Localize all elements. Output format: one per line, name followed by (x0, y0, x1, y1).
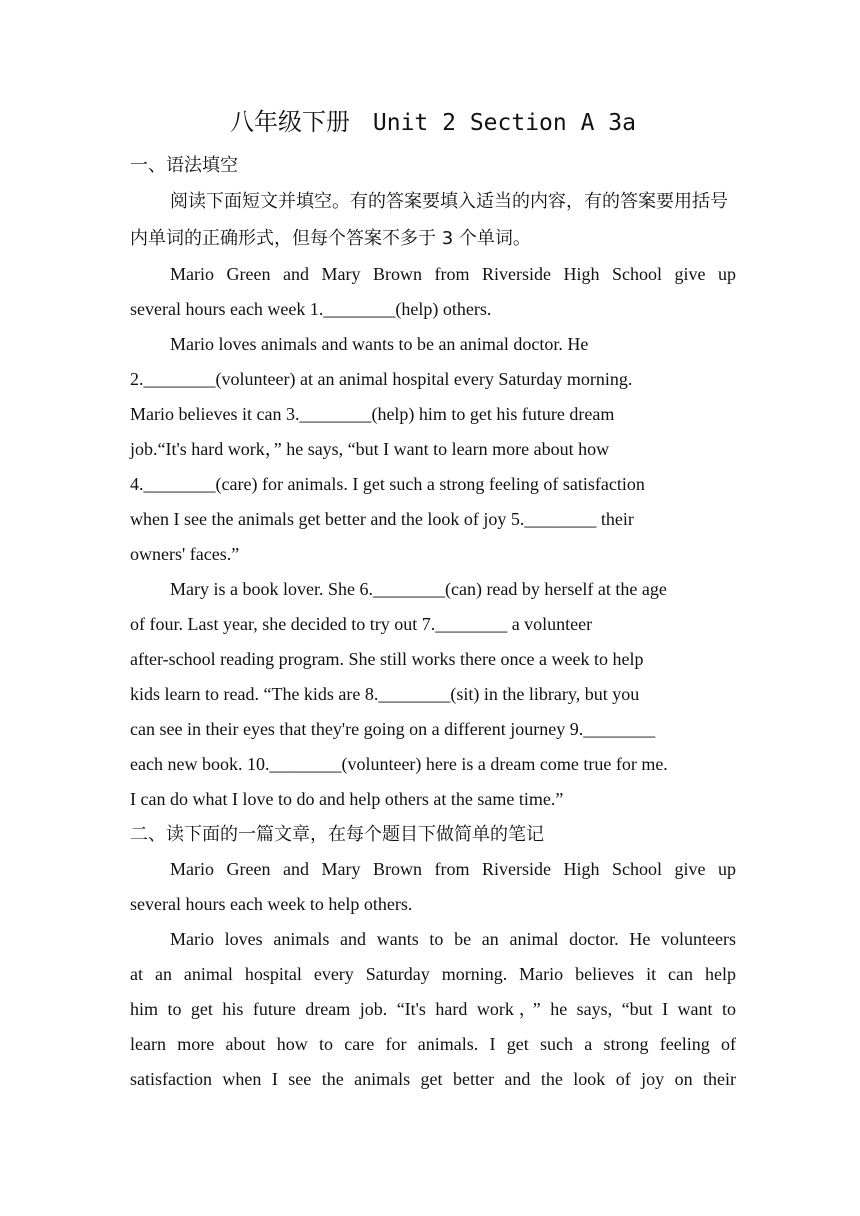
passage-2-line: Mario Green and Mary Brown from Riverside High School give up (170, 859, 736, 879)
document-page (130, 100, 736, 1097)
passage-1-line: job.“It's hard work，” he says, “but I want to learn more about how (130, 439, 610, 459)
passage-2-line: satisfaction when I see the animals get better and the look of joy on their (130, 1069, 736, 1089)
passage-1-line: can see in their eyes that they're going on a different journey 9.________ (130, 719, 656, 739)
passage-1-line: several hours each week 1.________(help) others. (130, 299, 492, 319)
section-2-heading: 二、读下面的一篇文章，在每个题目下做简单的笔记 (130, 824, 544, 845)
passage-1-line: Mario believes it can 3.________(help) him to get his future dream (130, 404, 615, 424)
passage-1-line: kids learn to read. “The kids are 8.________(sit) in the library, but you (130, 684, 640, 704)
passage-2-line: several hours each week to help others. (130, 894, 413, 914)
passage-2-line: him to get his future dream job. “It's hard work，” he says, “but I want to (130, 999, 736, 1019)
passage-1-line: Mario Green and Mary Brown from Riverside High School give up (170, 264, 736, 284)
passage-2-line: at an animal hospital every Saturday morning. Mario believes it can help (130, 964, 736, 984)
section-1-instructions: 阅读下面短文并填空。有的答案要填入适当的内容，有的答案要用括号内单词的正确形式，但每个答案不多于 3 个单词。 (130, 191, 728, 249)
page-title (130, 100, 736, 144)
title-chinese: 八年级下册 (230, 108, 350, 136)
passage-1-line: after-school reading program. She still works there once a week to help (130, 649, 644, 669)
passage-1-line: Mary is a book lover. She 6.________(can) read by herself at the age (170, 579, 667, 599)
passage-1-line: 4.________(care) for animals. I get such a strong feeling of satisfaction (130, 474, 645, 494)
passage-1-line: 2.________(volunteer) at an animal hospital every Saturday morning. (130, 369, 633, 389)
passage-2-line: learn more about how to care for animals. I get such a strong feeling of (130, 1034, 736, 1054)
passage-2-line: Mario loves animals and wants to be an animal doctor. He volunteers (170, 929, 736, 949)
passage-1-line: each new book. 10.________(volunteer) here is a dream come true for me. (130, 754, 668, 774)
section-1-heading: 一、语法填空 (130, 155, 238, 176)
passage-1-line: Mario loves animals and wants to be an animal doctor. He (170, 334, 589, 354)
passage-1-line: I can do what I love to do and help others at the same time.” (130, 789, 564, 809)
passage-1-line: owners' faces.” (130, 544, 240, 564)
passage-1-line: when I see the animals get better and the look of joy 5.________ their (130, 509, 634, 529)
title-english: Unit 2 Section A 3a (372, 110, 636, 136)
passage-1-line: of four. Last year, she decided to try out 7.________ a volunteer (130, 614, 593, 634)
